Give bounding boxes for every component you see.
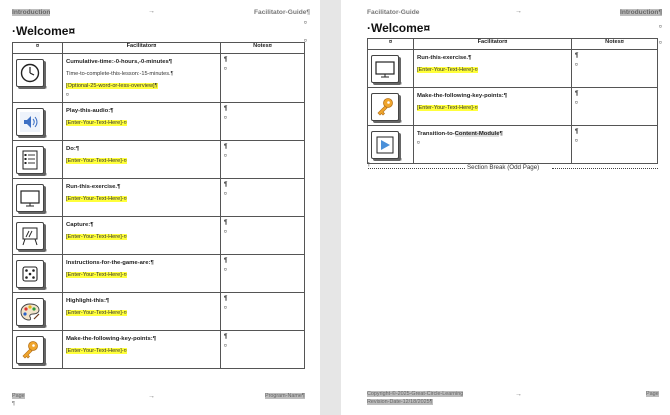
notes-cell[interactable] (221, 141, 305, 179)
table-row (13, 331, 305, 369)
icon-cell: ¤ (13, 54, 63, 103)
notes-cell[interactable] (221, 54, 305, 103)
notes-cell[interactable] (221, 179, 305, 217)
page-title[interactable]: ·Welcome¤ (367, 21, 431, 35)
facilitator-cell[interactable] (63, 255, 221, 293)
placeholder-text[interactable]: [Enter-Your-Text-Here]-¤ (417, 105, 478, 111)
section-break (368, 164, 658, 172)
header-right: Introduction¶ (620, 9, 663, 16)
edge-mark: ¤ (304, 20, 307, 26)
table-row (13, 293, 305, 331)
note-mark: ¶ (575, 91, 579, 97)
notes-cell[interactable] (572, 126, 658, 164)
header-left: Introduction (12, 9, 51, 16)
facilitator-cell[interactable] (63, 293, 221, 331)
table-row (13, 255, 305, 293)
cell-end-mark: ¤ (575, 100, 578, 106)
note-mark: ¶ (224, 144, 228, 150)
icon-cell: ¤ (13, 217, 63, 255)
note-mark: ¶ (224, 182, 228, 188)
table-row (13, 141, 305, 179)
facilitator-cell[interactable] (414, 88, 572, 126)
arrow-icon: → (148, 8, 155, 15)
row-subtext: Time-to-complete-this-lesson:-15-minutes.¶ (66, 71, 174, 77)
footer-mark: ¶ (12, 401, 15, 407)
cell-end-mark: ¤ (224, 229, 227, 235)
col-header-facilitator: Facilitator¤ (63, 43, 221, 54)
key-icon[interactable] (16, 336, 44, 364)
placeholder-text[interactable]: [Enter-Your-Text-Here]-¤ (66, 196, 127, 202)
note-mark: ¶ (224, 334, 228, 340)
key-icon[interactable] (371, 93, 399, 121)
col-header-notes: Notes¤ (221, 43, 305, 54)
icon-cell: ¤ (13, 331, 63, 369)
row-heading: Play-this-audio:¶ (66, 108, 114, 114)
placeholder-text[interactable]: [Enter-Your-Text-Here]-¤ (66, 272, 127, 278)
placeholder-text[interactable]: [Enter-Your-Text-Here]-¤ (66, 234, 127, 240)
facilitator-cell[interactable] (63, 331, 221, 369)
row-heading: Capture:¶ (66, 222, 94, 228)
col-header-notes: Notes¤ (572, 39, 658, 50)
footer-page-label: Page (646, 391, 659, 397)
facilitator-table (12, 42, 305, 369)
icon-cell: ¤ (13, 293, 63, 331)
arrow-icon: → (515, 391, 522, 398)
placeholder-text[interactable]: [Enter-Your-Text-Here]-¤ (66, 310, 127, 316)
notes-cell[interactable] (221, 217, 305, 255)
facilitator-cell[interactable] (414, 50, 572, 88)
table-row (368, 88, 658, 126)
right-page (341, 0, 670, 415)
next-module-icon[interactable] (371, 131, 399, 159)
cell-end-mark: ¤ (224, 191, 227, 197)
row-heading: Do:¶ (66, 146, 80, 152)
table-row (13, 179, 305, 217)
edge-mark: ¤ (659, 40, 662, 46)
notes-cell[interactable] (572, 88, 658, 126)
section-break-line (368, 168, 465, 169)
cell-end-mark: ¤ (575, 138, 578, 144)
note-mark: ¶ (224, 258, 228, 264)
table-row (13, 103, 305, 141)
icon-cell: ¤ (368, 88, 414, 126)
clock-icon[interactable] (16, 59, 44, 87)
cell-end-mark: ¤ (224, 66, 227, 72)
icon-cell: ¤ (13, 179, 63, 217)
section-break-line (552, 168, 658, 169)
notes-cell[interactable] (221, 331, 305, 369)
note-mark: ¶ (224, 296, 228, 302)
left-page (0, 0, 320, 415)
edge-mark: ¤ (659, 24, 662, 30)
row-heading: Make-the-following-key-points:¶ (66, 336, 156, 342)
palette-icon[interactable] (16, 298, 44, 326)
row-heading: Make-the-following-key-points:¶ (417, 93, 507, 99)
footer-page-label: Page (12, 393, 25, 399)
note-mark: ¶ (224, 106, 228, 112)
facilitator-cell[interactable] (63, 54, 221, 103)
easel-icon[interactable] (16, 222, 44, 250)
placeholder-text[interactable]: [Enter-Your-Text-Here]-¤ (417, 67, 478, 73)
cell-end-mark: ¤ (224, 343, 227, 349)
placeholder-text[interactable]: [Enter-Your-Text-Here]-¤ (66, 158, 127, 164)
notes-cell[interactable] (221, 293, 305, 331)
row-heading: Cumulative-time:-0-hours,-0-minutes¶ (66, 59, 173, 65)
row-heading: Highlight-this:¶ (66, 298, 110, 304)
facilitator-cell[interactable] (63, 179, 221, 217)
icon-cell: ¤ (368, 50, 414, 88)
note-mark: ¶ (575, 53, 579, 59)
speaker-icon[interactable] (16, 108, 44, 136)
monitor-icon[interactable] (16, 184, 44, 212)
cell-end-mark: ¤ (417, 140, 420, 146)
placeholder-text[interactable]: [Enter-Your-Text-Here]-¤ (66, 348, 127, 354)
facilitator-table (367, 38, 658, 164)
notes-cell[interactable] (221, 255, 305, 293)
cell-end-mark: ¤ (575, 62, 578, 68)
col-header-blank: ¤ (13, 43, 63, 54)
table-row (368, 126, 658, 164)
header-left: Facilitator-Guide (367, 9, 420, 16)
cell-end-mark: ¤ (224, 267, 227, 273)
header-right: Facilitator-Guide¶ (254, 9, 311, 16)
arrow-icon: → (515, 8, 522, 15)
facilitator-cell[interactable] (63, 141, 221, 179)
edge-mark: ¤ (304, 38, 307, 44)
col-header-facilitator: Facilitator¤ (414, 39, 572, 50)
row-heading: Transition-to-Content-Module¶ (417, 131, 503, 137)
icon-cell: ¤ (13, 103, 63, 141)
icon-cell: ¤ (368, 126, 414, 164)
cell-end-mark: ¤ (66, 92, 69, 98)
footer-revision-date: Revision-Date-12/18/2025¶ (367, 399, 433, 405)
icon-cell: ¤ (13, 141, 63, 179)
pilcrow-mark: ¶ (367, 162, 370, 168)
cell-end-mark: ¤ (224, 153, 227, 159)
row-heading: Run-this-exercise.¶ (66, 184, 121, 190)
dice-icon[interactable] (16, 260, 44, 288)
placeholder-text[interactable]: [Optional-25-word-or-less-overview]¶ (66, 83, 158, 89)
facilitator-cell[interactable] (414, 126, 572, 164)
placeholder-text[interactable]: [Enter-Your-Text-Here]-¤ (66, 120, 127, 126)
table-row (368, 50, 658, 88)
table-row (13, 217, 305, 255)
notes-cell[interactable] (572, 50, 658, 88)
section-break-label: Section Break (Odd Page) (467, 164, 540, 171)
facilitator-cell[interactable] (63, 103, 221, 141)
icon-cell: ¤ (13, 255, 63, 293)
page-title[interactable]: ·Welcome¤ (12, 24, 76, 38)
note-mark: ¶ (224, 220, 228, 226)
note-mark: ¶ (224, 57, 228, 63)
note-mark: ¶ (575, 129, 579, 135)
cell-end-mark: ¤ (224, 305, 227, 311)
col-header-blank: ¤ (368, 39, 414, 50)
arrow-icon: → (148, 393, 155, 400)
row-heading: Instructions-for-the-game-are:¶ (66, 260, 154, 266)
monitor-icon[interactable] (371, 55, 399, 83)
facilitator-cell[interactable] (63, 217, 221, 255)
footer-copyright: Copyright-©-2025-Great-Circle-Learning (367, 391, 464, 397)
table-row (13, 54, 305, 103)
row-heading: Run-this-exercise.¶ (417, 55, 472, 61)
checklist-icon[interactable] (16, 146, 44, 174)
footer-program-name: Program-Name¶ (265, 393, 305, 399)
cell-end-mark: ¤ (224, 115, 227, 121)
notes-cell[interactable] (221, 103, 305, 141)
